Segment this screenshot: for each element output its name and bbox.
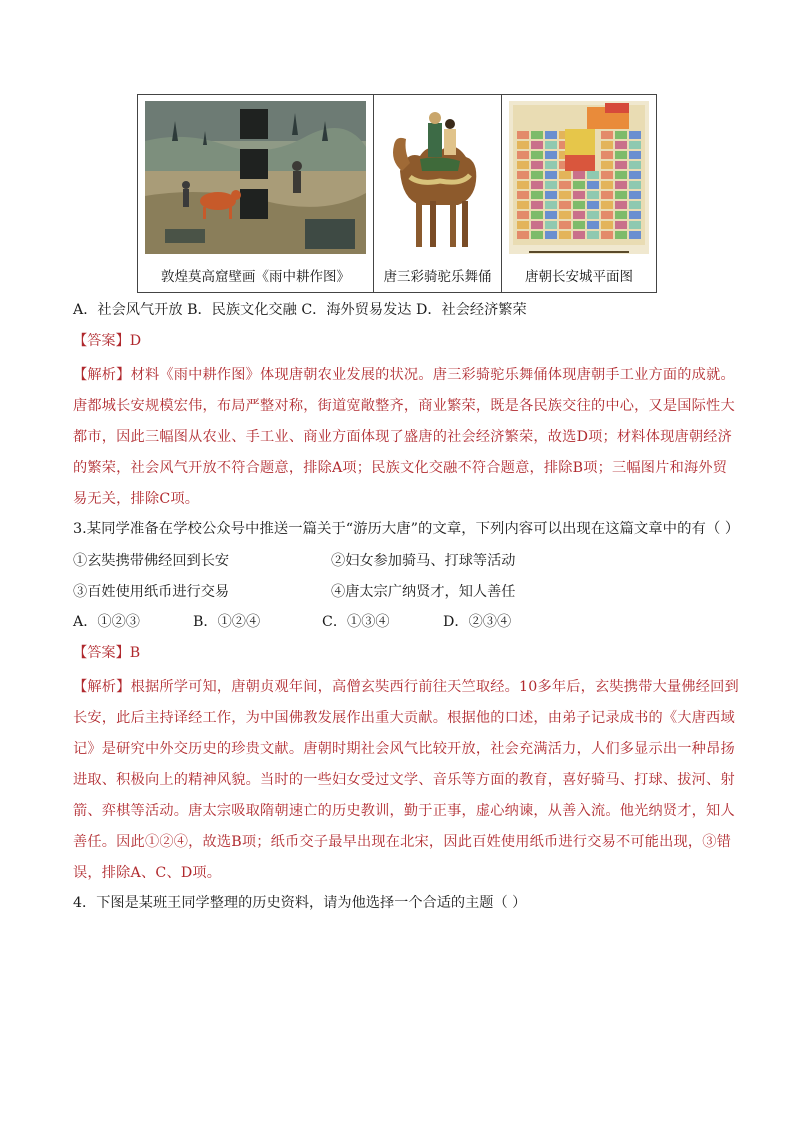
analysis-line: 的繁荣，社会风气开放不符合题意，排除A项；民族文化交融不符合题意，排除B项；三幅图片和海外贸 [73,460,728,476]
q2-answer [73,331,141,351]
analysis-text: 根据所学可知，唐朝贞观年间，高僧玄奘西行前往天竺取经。10多年后，玄奘携带大量佛经回到 [130,679,739,695]
q3-option-a: A．①②③ [73,614,140,630]
analysis-line: 误，排除A、C、D项。 [73,865,222,881]
analysis-line: 进取、积极向上的精神风貌。当时的一些妇女受过文学、音乐等方面的教育，喜好骑马、打球、拔河、射 [73,772,735,788]
q2-analysis [73,360,735,515]
figure-caption: 唐三彩骑驼乐舞俑 [383,269,492,285]
figure-cell-city-plan [502,95,656,292]
q3-item-3: ③百姓使用纸币进行交易 [73,584,230,600]
q4-stem: 4．下图是某班王同学整理的历史资料，请为他选择一个合适的主题（ ） [73,895,527,911]
figure-caption: 敦煌莫高窟壁画《雨中耕作图》 [161,269,350,285]
q3-option-b: B．①②④ [193,614,261,630]
analysis-line-1 [73,360,735,391]
answer-value: D [129,333,142,349]
q3-answer [73,643,140,663]
analysis-line: 唐都城长安规模宏伟，布局严整对称，街道宽敞整齐，商业繁荣，既是各民族交往的中心，又是国际性大 [73,398,735,414]
q3-item-2: ②妇女参加骑马、打球等活动 [331,553,516,569]
city-plan-image [509,101,649,254]
analysis-text: 材料《雨中耕作图》体现唐朝农业发展的状况。唐三彩骑驼乐舞俑体现唐朝手工业方面的成就。 [130,367,735,383]
figure-table [137,94,657,293]
figure-cell-camel [374,95,502,292]
figure-caption: 唐朝长安城平面图 [525,269,633,285]
q3-item-4: ④唐太宗广纳贤才，知人善任 [331,584,516,600]
analysis-tag: 【解析】 [73,367,131,383]
q3-option-c: C．①③④ [322,614,390,630]
q2-options: A．社会风气开放 B．民族文化交融 C．海外贸易发达 D．社会经济繁荣 [73,302,527,318]
analysis-line: 箭、弈棋等活动。唐太宗吸取隋朝速亡的历史教训，勤于正事，虚心纳谏，从善入流。他光纳贤才，知人 [73,803,735,819]
answer-tag: 【答案】 [73,333,130,349]
analysis-line-1 [73,672,739,703]
camel-figurine-image [380,101,495,254]
analysis-line: 善任。因此①②④，故选B项；纸币交子最早出现在北宋，因此百姓使用纸币进行交易不可能出现，③错 [73,834,732,850]
mural-image [145,101,366,254]
answer-tag: 【答案】 [73,645,130,661]
q3-item-1: ①玄奘携带佛经回到长安 [73,553,230,569]
answer-value: B [129,645,141,661]
figure-cell-mural [138,95,374,292]
analysis-line: 记》是研究中外交历史的珍贵文献。唐朝时期社会风气比较开放，社会充满活力，人们多显示出一种昂扬 [73,741,735,757]
analysis-line: 易无关，排除C项。 [73,491,200,507]
analysis-tag: 【解析】 [73,679,131,695]
q3-stem: 3.某同学准备在学校公众号中推送一篇关于“游历大唐”的文章，下列内容可以出现在这篇文章中的有（ ） [73,521,740,537]
q3-option-d: D．②③④ [443,614,512,630]
analysis-line: 长安，此后主持译经工作，为中国佛教发展作出重大贡献。根据他的口述，由弟子记录成书的《大唐西域 [73,710,735,726]
q3-analysis [73,672,739,889]
analysis-line: 都市，因此三幅图从农业、手工业、商业方面体现了盛唐的社会经济繁荣，故选D项；材料体现唐朝经济 [73,429,733,445]
